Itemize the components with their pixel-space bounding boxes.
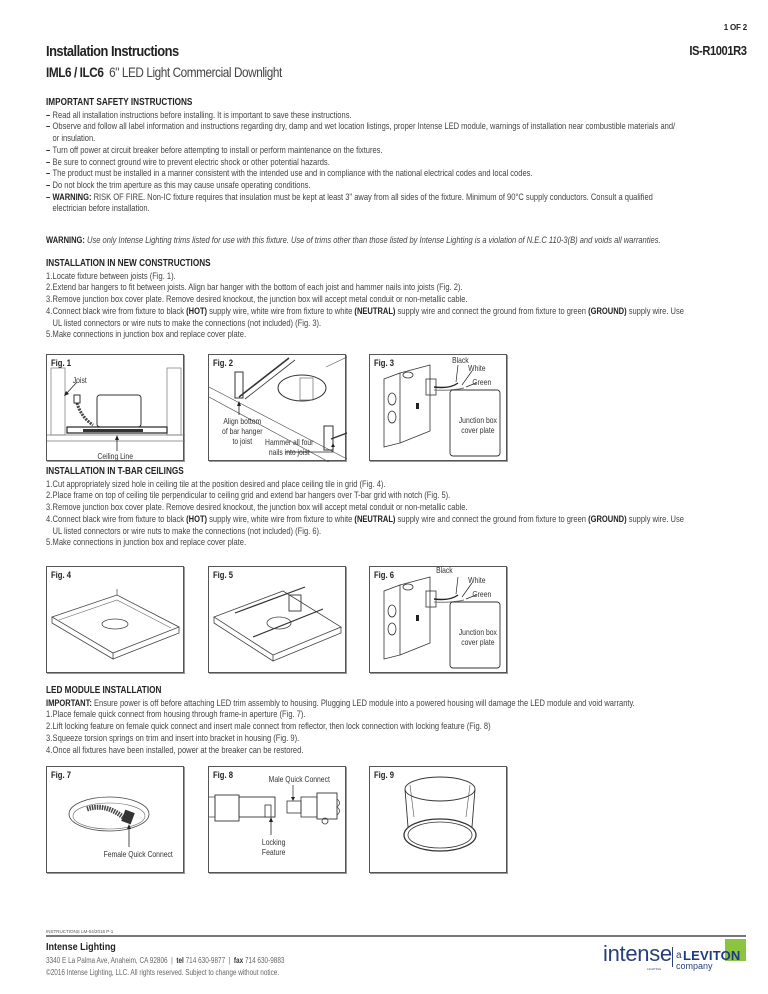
figure-9-label: Fig. 9: [374, 770, 394, 780]
step: 3. Squeeze torsion springs on trim and insert into bracket in housing (Fig. 9).: [46, 732, 300, 743]
figure-8-label: Fig. 8: [213, 770, 233, 780]
product-subtitle: [46, 64, 282, 80]
safety-item: – Observe and follow all label information and instructions regarding dry, damp and wet location listings, proper Intense LED module, warnings of installation near combustible materials and/: [46, 121, 676, 132]
step: 2. Place frame on top of ceiling tile perpendicular to ceiling grid and extend bar hangers over T-bar grid with notch (Fig. 5).: [46, 490, 451, 501]
junction-box-wiring-illustration: [370, 567, 508, 674]
step: 2. Extend bar hangers to fit between joists. Align bar hanger with the bottom of each joist and hammer nails into joists (Fig. 2).: [46, 282, 463, 293]
tel-label: tel: [176, 956, 184, 965]
ceiling-tile-illustration: [47, 567, 185, 674]
trim-warning-label: WARNING:: [46, 235, 85, 245]
led-module-heading: LED MODULE INSTALLATION: [46, 685, 162, 696]
step: 4. Connect black wire from fixture to black (HOT) supply wire, white wire from fixture to white (NEUTRAL) supply wire and connect the ground from fixture to green (GROUND) supply wire. Use: [46, 513, 684, 524]
step: 4. Connect black wire from fixture to black (HOT) supply wire, white wire from fixture to white (NEUTRAL) supply wire and connect the ground from fixture to green (GROUND) supply wire. Use: [46, 305, 684, 316]
cover-plate-callout: Junction box cover plate: [458, 415, 497, 435]
green-wire-callout: Green: [472, 377, 492, 387]
important-note: IMPORTANT: Ensure power is off before attaching LED trim assembly to housing. Plugging LED module into a powered housing will damage the LED module and void warranty.: [46, 697, 635, 708]
figure-7-label: Fig. 7: [51, 770, 71, 780]
align-bottom-callout: Align bottom of bar hanger to joist: [222, 416, 263, 446]
step: 5. Make connections in junction box and replace cover plate.: [46, 537, 247, 548]
figure-1-label: Fig. 1: [51, 358, 71, 368]
step: 2. Lift locking feature on female quick connect and insert male connect from reflector, then lock connection with locking feature (Fig. 8): [46, 721, 491, 732]
ceiling-line-callout: Ceiling Line: [97, 451, 133, 461]
figure-6: [369, 566, 507, 673]
address: 3340 E La Palma Ave, Anaheim, CA 92806: [46, 956, 168, 965]
new-construction-section: [46, 258, 746, 341]
page-indicator: 1 OF 2: [723, 23, 747, 32]
black-wire-callout: Black: [436, 565, 453, 575]
footer-divider: [46, 935, 746, 937]
locking-feature-callout: Locking Feature: [261, 837, 286, 857]
figure-4: [46, 566, 184, 673]
figure-2-label: Fig. 2: [213, 358, 233, 368]
safety-item-continued: or insulation.: [52, 133, 96, 144]
tel-number: 714 630-9877: [185, 956, 226, 965]
female-quick-connect-callout: Female Quick Connect: [103, 849, 173, 859]
document-title: Installation Instructions: [46, 43, 179, 60]
led-module-section: [46, 685, 746, 756]
figure-2: [208, 354, 346, 461]
document-id: IS-R1001R3: [689, 43, 747, 58]
male-quick-connect-callout: Male Quick Connect: [268, 774, 330, 784]
trim-warning: [46, 235, 746, 247]
fax-number: 714 630-9883: [244, 956, 285, 965]
safety-heading: IMPORTANT SAFETY INSTRUCTIONS: [46, 97, 193, 108]
frame-on-tile-illustration: [209, 567, 347, 674]
logo-a: a: [676, 950, 682, 961]
step-continued: UL listed connectors or wire nuts to make the connections (not included) (Fig. 6).: [52, 525, 322, 536]
lighting-wordmark: LIGHTING: [647, 967, 662, 971]
logo-separator: [672, 947, 673, 967]
intense-wordmark: intense: [603, 941, 672, 966]
trim-warning-text: Use only Intense Lighting trims listed for use with this fixture. Use of trims other than those listed by Intense Lighting is a violation of N.E.C 110-3(B) and voids all warranties.: [87, 235, 661, 245]
step: 3. Remove junction box cover plate. Remove desired knockout, the junction box will accept metal conduit or non-metallic cable.: [46, 502, 468, 513]
step-continued: UL listed connectors or wire nuts to make the connections (not included) (Fig. 3).: [52, 317, 322, 328]
leviton-wordmark: LEVITON: [683, 948, 741, 963]
contact-line: 3340 E La Palma Ave, Anaheim, CA 92806 | tel 714 630-9877 | fax 714 630-9883: [46, 956, 285, 965]
junction-box-wiring-illustration: [370, 355, 508, 462]
step: 3. Remove junction box cover plate. Remove desired knockout, the junction box will accept metal conduit or non-metallic cable.: [46, 294, 468, 305]
fax-label: fax: [233, 956, 244, 965]
white-wire-callout: White: [468, 575, 486, 585]
figure-5-label: Fig. 5: [213, 570, 233, 580]
fire-warning: – WARNING: RISK OF FIRE. Non-IC fixture requires that insulation must be kept at least 3" away from all sides of the fixture. Minimum of 90°C supply conductors. Consult a qualified: [46, 191, 653, 202]
hammer-nails-callout: Hammer all four nails into joist: [265, 437, 314, 457]
figure-4-label: Fig. 4: [51, 570, 71, 580]
figure-3: [369, 354, 507, 461]
cover-plate-callout: Junction box cover plate: [458, 627, 497, 647]
form-code: INSTRUCTIONS LM-04/2016 P-1: [46, 929, 114, 934]
step: 1. Cut appropriately sized hole in ceiling tile at the position desired and place ceiling tile in grid (Fig. 4).: [46, 478, 386, 489]
joist-callout: Joist: [72, 375, 87, 385]
company-wordmark: company: [676, 961, 713, 971]
step: 1. Locate fixture between joists (Fig. 1).: [46, 270, 176, 281]
figure-5: [208, 566, 346, 673]
new-construction-heading: INSTALLATION IN NEW CONSTRUCTIONS: [46, 258, 211, 269]
green-wire-callout: Green: [472, 589, 492, 599]
step: 5. Make connections in junction box and replace cover plate.: [46, 329, 247, 340]
fixture-between-joists-illustration: [47, 355, 185, 462]
product-name: 6" LED Light Commercial Downlight: [109, 64, 282, 80]
step: 4. Once all fixtures have been installed, power at the breaker can be restored.: [46, 744, 304, 755]
tbar-heading: INSTALLATION IN T-BAR CEILINGS: [46, 466, 184, 477]
safety-section: [46, 97, 746, 215]
figure-9: [369, 766, 507, 873]
figure-6-label: Fig. 6: [374, 570, 394, 580]
safety-item: – Be sure to connect ground wire to prevent electric shock or other potential hazards.: [46, 156, 330, 167]
model-number: IML6 / ILC6: [46, 64, 104, 80]
figure-1: [46, 354, 184, 461]
figure-3-label: Fig. 3: [374, 358, 394, 368]
tbar-section: [46, 466, 746, 549]
fire-warning-continued: electrician before installation.: [52, 203, 150, 214]
black-wire-callout: Black: [452, 355, 469, 365]
intense-leviton-logo: [603, 939, 753, 973]
white-wire-callout: White: [468, 363, 486, 373]
safety-item: – Read all installation instructions before installing. It is important to save these instructions.: [46, 109, 352, 120]
company-name: Intense Lighting: [46, 941, 116, 953]
safety-item: – The product must be installed in a manner consistent with the intended use and in compliance with the national electrical codes and local codes.: [46, 168, 533, 179]
figure-7: [46, 766, 184, 873]
reflector-trim-illustration: [370, 767, 508, 874]
step: 1. Place female quick connect from housing through frame-in aperture (Fig. 7).: [46, 709, 306, 720]
figure-8: [208, 766, 346, 873]
copyright: ©2016 Intense Lighting, LLC. All rights reserved. Subject to change without notice.: [46, 968, 280, 977]
safety-item: – Do not block the trim aperture as this may cause unsafe operating conditions.: [46, 179, 311, 190]
safety-item: – Turn off power at circuit breaker before attempting to install or perform maintenance on the fixtures.: [46, 144, 383, 155]
